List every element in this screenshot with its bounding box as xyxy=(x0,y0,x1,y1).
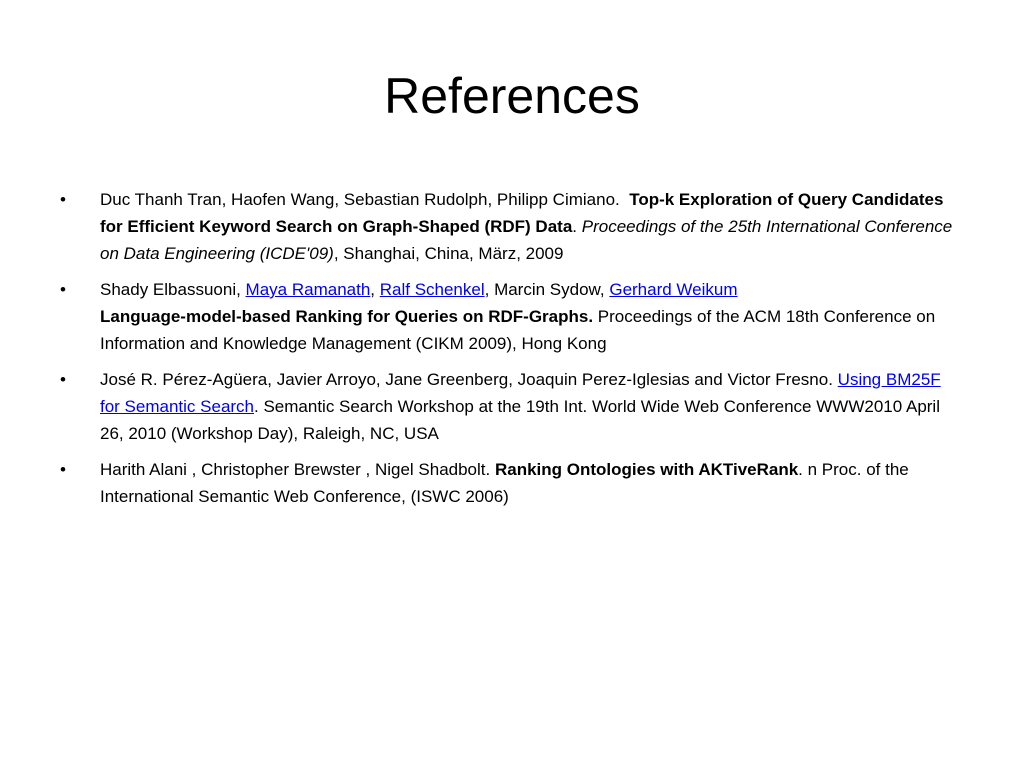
reference-venue: Proceedings of the ACM 18th Conference on Information and Knowledge Management (CIKM 2009), Hong Kong xyxy=(100,307,936,353)
bullet-icon: • xyxy=(60,280,66,299)
author-link-maya-ramanath[interactable]: Maya Ramanath xyxy=(245,280,371,299)
author-link-gerhard-weikum[interactable]: Gerhard Weikum xyxy=(609,280,738,299)
reference-item xyxy=(60,366,965,447)
reference-authors: Duc Thanh Tran, Haofen Wang, Sebastian Rudolph, Philipp Cimiano. xyxy=(100,190,620,209)
reference-title: Top-k Exploration of Query Candidates for Efficient Keyword Search on Graph-Shaped (RDF) Data xyxy=(100,190,944,236)
paper-link-bm25f[interactable]: Using BM25F for Semantic Search xyxy=(100,370,941,416)
reference-item xyxy=(60,186,965,267)
reference-title: Language-model-based Ranking for Queries on RDF-Graphs. xyxy=(100,307,594,326)
reference-author: Shady Elbassuoni, xyxy=(100,280,246,299)
reference-location: , Shanghai, China, März, 2009 xyxy=(333,244,564,263)
reference-item xyxy=(60,456,965,510)
reference-list xyxy=(60,186,965,519)
slide-title: References xyxy=(384,68,640,124)
reference-author: , Marcin Sydow, xyxy=(484,280,610,299)
reference-item xyxy=(60,276,965,357)
bullet-icon: • xyxy=(60,190,66,209)
reference-venue: . Semantic Search Workshop at the 19th Int. World Wide Web Conference WWW2010 April 26, 2010 (Workshop Day), Raleigh, NC, USA xyxy=(100,397,940,443)
reference-title: Ranking Ontologies with AKTiveRank xyxy=(494,460,799,479)
author-link-ralf-schenkel[interactable]: Ralf Schenkel xyxy=(379,280,485,299)
bullet-icon: • xyxy=(60,460,66,479)
bullet-icon: • xyxy=(60,370,66,389)
reference-authors: Harith Alani , Christopher Brewster , Nigel Shadbolt. xyxy=(100,460,495,479)
reference-authors: José R. Pérez-Agüera, Javier Arroyo, Jane Greenberg, Joaquin Perez-Iglesias and Victor Fresno. xyxy=(100,370,838,389)
reference-venue: Proceedings of the 25th International Conference on Data Engineering (ICDE'09) xyxy=(100,217,953,263)
reference-separator: . xyxy=(572,217,578,236)
reference-venue: . n Proc. of the International Semantic Web Conference, (ISWC 2006) xyxy=(100,460,909,506)
reference-comma: , xyxy=(370,280,380,299)
